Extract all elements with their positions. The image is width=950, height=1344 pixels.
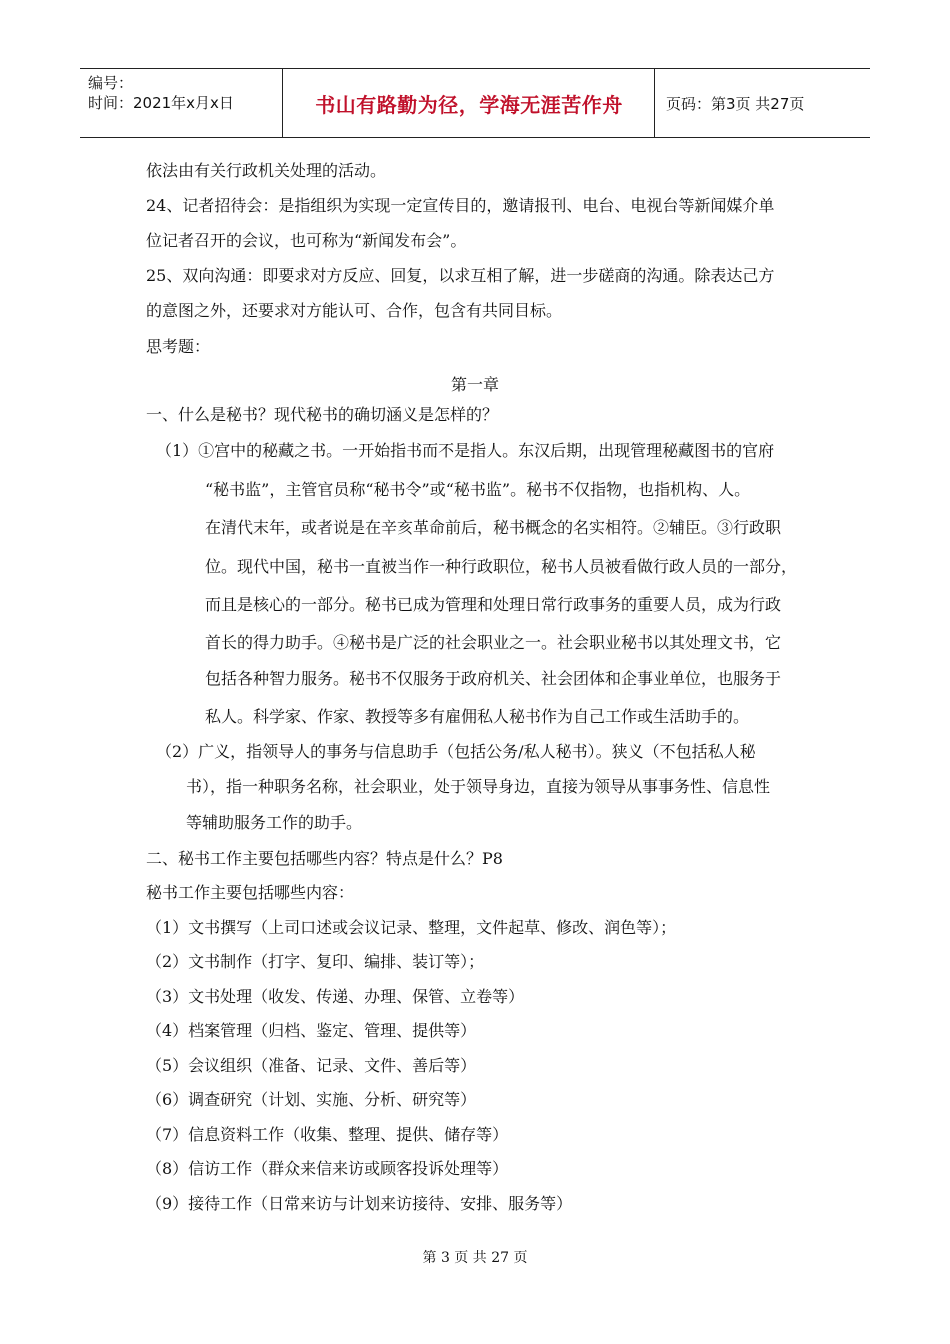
paragraph-line: 首长的得力助手。④秘书是广泛的社会职业之一。社会职业秘书以其处理文书，它 [205, 633, 782, 652]
paragraph-line: 在清代末年，或者说是在辛亥革命前后，秘书概念的名实相符。②辅臣。③行政职 [205, 518, 782, 537]
text-line: 的意图之外，还要求对方能认可、合作，包含有共同目标。 [146, 301, 563, 320]
paragraph-line: 而且是核心的一部分。秘书已成为管理和处理日常行政事务的重要人员，成为行政 [205, 595, 782, 614]
question-title: 一、什么是秘书？现代秘书的确切涵义是怎样的？ [146, 405, 499, 424]
chapter-title: 第一章 [450, 375, 499, 394]
text-line: 思考题： [146, 337, 211, 356]
header-meta [88, 73, 234, 113]
paragraph-line: 位。现代中国，秘书一直被当作一种行政职位，秘书人员被看做行政人员的一部分， [205, 557, 798, 576]
header-divider [282, 69, 283, 137]
paragraph-line: “秘书监”，主管官员称“秘书令”或“秘书监”。秘书不仅指物，也指机构、人。 [205, 480, 751, 499]
text-line: 位记者召开的会议，也可称为“新闻发布会”。 [146, 231, 467, 250]
section-subtitle: 秘书工作主要包括哪些内容： [146, 883, 355, 902]
header-date: 时间：2021年x月x日 [88, 94, 234, 112]
paragraph-line: 私人。科学家、作家、教授等多有雇佣私人秘书作为自己工作或生活助手的。 [205, 707, 750, 726]
paragraph-line: （2）广义，指领导人的事务与信息助手（包括公务/私人秘书）。狭义（不包括私人秘 [156, 742, 756, 761]
header-page-info: 页码：第3页 共27页 [666, 94, 805, 113]
paragraph-line: 包括各种智力服务。秘书不仅服务于政府机关、社会团体和企事业单位，也服务于 [205, 669, 782, 688]
page-footer: 第 3 页 共 27 页 [422, 1250, 528, 1266]
list-item: （4）档案管理（归档、鉴定、管理、提供等） [146, 1021, 477, 1040]
list-item: （9）接待工作（日常来访与计划来访接待、安排、服务等） [146, 1194, 573, 1213]
list-item: （7）信息资料工作（收集、整理、提供、储存等） [146, 1125, 509, 1144]
list-item: （3）文书处理（收发、传递、办理、保管、立卷等） [146, 987, 525, 1006]
list-item: （8）信访工作（群众来信来访或顾客投诉处理等） [146, 1159, 509, 1178]
page-header [80, 68, 870, 138]
text-line: 依法由有关行政机关处理的活动。 [146, 161, 387, 180]
paragraph-line: 等辅助服务工作的助手。 [186, 813, 363, 832]
list-item: （6）调查研究（计划、实施、分析、研究等） [146, 1090, 477, 1109]
paragraph-line: 书），指一种职务名称，社会职业，处于领导身边，直接为领导从事事务性、信息性 [186, 777, 771, 796]
header-motto: 书山有路勤为径，学海无涯苦作舟 [315, 92, 623, 117]
question-title: 二、秘书工作主要包括哪些内容？特点是什么？P8 [146, 849, 503, 868]
list-item: （1）文书撰写（上司口述或会议记录、整理，文件起草、修改、润色等）； [146, 918, 677, 937]
header-divider [654, 69, 655, 137]
text-line: 25、双向沟通：即要求对方反应、回复，以求互相了解，进一步磋商的沟通。除表达己方 [146, 266, 775, 285]
header-number: 编号： [88, 74, 134, 92]
list-item: （2）文书制作（打字、复印、编排、装订等）； [146, 952, 485, 971]
list-item: （5）会议组织（准备、记录、文件、善后等） [146, 1056, 477, 1075]
text-line: 24、记者招待会：是指组织为实现一定宣传目的，邀请报刊、电台、电视台等新闻媒介单 [146, 196, 775, 215]
paragraph-line: （1）①宫中的秘藏之书。一开始指书而不是指人。东汉后期，出现管理秘藏图书的官府 [156, 441, 775, 460]
